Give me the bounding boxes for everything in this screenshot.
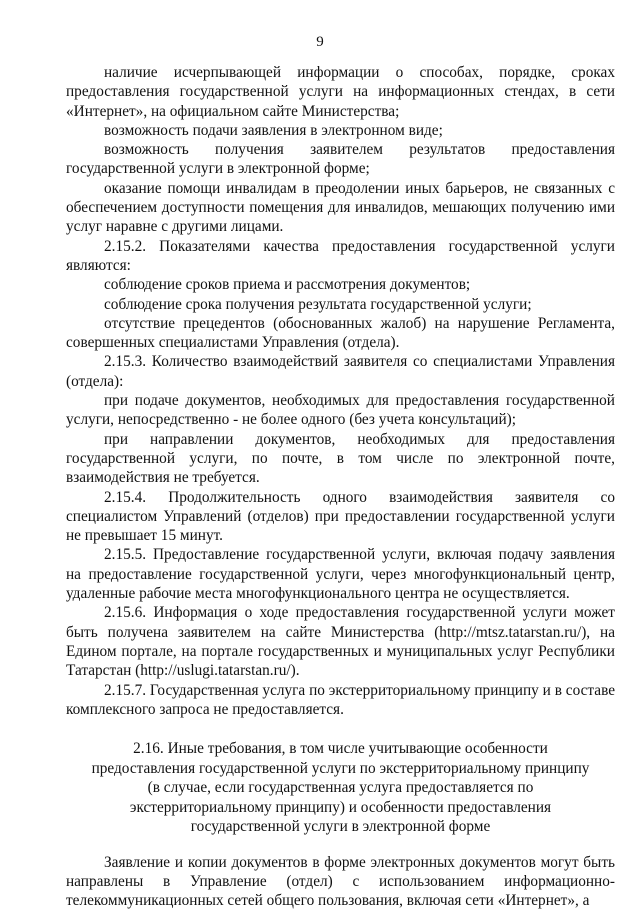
paragraph: Заявление и копии документов в форме электронных документов могут быть направлены в Управление (отдел) с использованием информационно-телекоммуникационных сетей общего пользования, включая сети «Интернет», а (66, 853, 615, 910)
paragraph: 2.15.3. Количество взаимодействий заявителя со специалистами Управления (отдела): (66, 353, 615, 390)
paragraph: отсутствие прецедентов (обоснованных жалоб) на нарушение Регламента, совершенных специалистами Управления (отдела). (66, 314, 615, 352)
paragraph: возможность получения заявителем результатов предоставления государственной услуги в электронной форме; (66, 141, 615, 178)
paragraph: возможность подачи заявления в электронном виде; (104, 121, 443, 139)
paragraph: наличие исчерпывающей информации о способах, порядке, сроках предоставления государственной услуги на информационных стендах, в сети «Интернет», на официальном сайте Министерства; (66, 64, 615, 120)
paragraph: 2.15.2. Показателями качества предоставления государственной услуги являются: (66, 237, 615, 274)
paragraph: при подаче документов, необходимых для предоставления государственной услуги, непосредственно - не более одного (без учета консультаций); (66, 392, 615, 429)
section-heading: 2.16. Иные требования, в том числе учитывающие особенности предоставления государственной услуги по экстерриториальному принципу (в случае, если государственная услуга предоставляется по экстерриториальному принципу) и особенности предоставления государственной услуги в электронной форме (91, 740, 590, 836)
paragraph: соблюдение сроков приема и рассмотрения документов; (104, 276, 471, 294)
paragraph: оказание помощи инвалидам в преодолении иных барьеров, не связанных с обеспечением доступности помещения для инвалидов, мешающих получению ими услуг наравне с другими лицами. (66, 179, 615, 236)
paragraph: 2.15.6. Информация о ходе предоставления государственной услуги может быть получена заявителем на сайте Министерства (http://mtsz.tatarstan.ru/), на Едином портале, на портале государственных и муниципальных услуг Республики Татарстан (http://uslugi.tatarstan.ru/). (66, 604, 615, 680)
paragraph: соблюдение срока получения результата государственной услуги; (104, 295, 532, 313)
page-number: 9 (316, 34, 324, 50)
paragraph: 2.15.7. Государственная услуга по экстерриториальному принципу и в составе комплексного запроса не предоставляется. (66, 681, 615, 718)
paragraph: при направлении документов, необходимых для предоставления государственной услуги, по почте, в том числе по электронной почте, взаимодействия не требуется. (66, 430, 615, 487)
document-body (66, 63, 615, 910)
paragraph: 2.15.5. Предоставление государственной услуги, включая подачу заявления на предоставление государственной услуги, через многофункциональный центр, удаленные рабочие места многофункционального центра не осуществляется. (66, 546, 615, 603)
paragraph: 2.15.4. Продолжительность одного взаимодействия заявителя со специалистом Управлений (отделов) при предоставлении государственной услуги не превышает 15 минут. (66, 488, 615, 545)
